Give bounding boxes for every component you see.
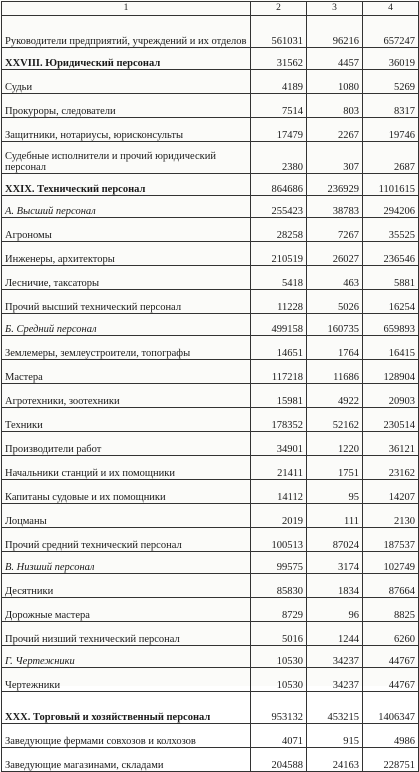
value-col-4: 8317 — [363, 94, 419, 118]
value-col-4: 2687 — [363, 142, 419, 174]
row-label: Прокуроры, следователи — [2, 94, 251, 118]
table-row — [2, 384, 419, 408]
column-header-1: 1 — [2, 2, 251, 16]
row-label: Мастера — [2, 360, 251, 384]
table-body — [2, 16, 419, 772]
value-col-2: 7514 — [251, 94, 307, 118]
column-header-4: 4 — [363, 2, 419, 16]
row-label: Судебные исполнители и прочий юридический персонал — [2, 142, 251, 174]
value-col-3: 803 — [307, 94, 363, 118]
value-col-4: 44767 — [363, 646, 419, 668]
value-col-2: 5418 — [251, 266, 307, 290]
value-col-2: 17479 — [251, 118, 307, 142]
value-col-2: 561031 — [251, 16, 307, 48]
value-col-4: 657247 — [363, 16, 419, 48]
value-col-4: 5269 — [363, 70, 419, 94]
row-label: Лесничие, таксаторы — [2, 266, 251, 290]
value-col-4: 294206 — [363, 196, 419, 218]
value-col-3: 1244 — [307, 622, 363, 646]
value-col-3: 24163 — [307, 748, 363, 772]
row-label: Агрономы — [2, 218, 251, 242]
row-label: Защитники, нотариусы, юрисконсульты — [2, 118, 251, 142]
value-col-4: 16415 — [363, 336, 419, 360]
table-row — [2, 692, 419, 724]
table-row — [2, 480, 419, 504]
value-col-2: 14112 — [251, 480, 307, 504]
table-row — [2, 528, 419, 552]
table-row — [2, 646, 419, 668]
value-col-3: 52162 — [307, 408, 363, 432]
table-row — [2, 48, 419, 70]
value-col-4: 659893 — [363, 314, 419, 336]
row-label: Чертежники — [2, 668, 251, 692]
table-row — [2, 118, 419, 142]
row-label: Прочий низший технический персонал — [2, 622, 251, 646]
value-col-2: 864686 — [251, 174, 307, 196]
value-col-2: 8729 — [251, 598, 307, 622]
table-row — [2, 668, 419, 692]
value-col-2: 99575 — [251, 552, 307, 574]
row-label: XXIX. Технический персонал — [2, 174, 251, 196]
value-col-3: 4457 — [307, 48, 363, 70]
value-col-2: 210519 — [251, 242, 307, 266]
table-row — [2, 218, 419, 242]
value-col-2: 28258 — [251, 218, 307, 242]
value-col-4: 44767 — [363, 668, 419, 692]
value-col-4: 23162 — [363, 456, 419, 480]
value-col-4: 19746 — [363, 118, 419, 142]
table-row — [2, 94, 419, 118]
value-col-2: 34901 — [251, 432, 307, 456]
value-col-2: 5016 — [251, 622, 307, 646]
value-col-3: 2267 — [307, 118, 363, 142]
table-row — [2, 748, 419, 772]
value-col-2: 953132 — [251, 692, 307, 724]
table-row — [2, 622, 419, 646]
table-row — [2, 242, 419, 266]
value-col-3: 111 — [307, 504, 363, 528]
value-col-4: 102749 — [363, 552, 419, 574]
value-col-3: 87024 — [307, 528, 363, 552]
value-col-2: 2019 — [251, 504, 307, 528]
column-header-3: 3 — [307, 2, 363, 16]
header-row — [2, 2, 419, 16]
row-label: Судьи — [2, 70, 251, 94]
table-row — [2, 196, 419, 218]
row-label: Техники — [2, 408, 251, 432]
value-col-4: 6260 — [363, 622, 419, 646]
statistics-table — [1, 1, 419, 772]
value-col-2: 178352 — [251, 408, 307, 432]
value-col-4: 1406347 — [363, 692, 419, 724]
value-col-2: 15981 — [251, 384, 307, 408]
value-col-4: 128904 — [363, 360, 419, 384]
value-col-2: 4071 — [251, 724, 307, 748]
row-label: Агротехники, зоотехники — [2, 384, 251, 408]
value-col-2: 255423 — [251, 196, 307, 218]
table-row — [2, 290, 419, 314]
row-label: А. Высший персонал — [2, 196, 251, 218]
row-label: Руководители предприятий, учреждений и их отделов — [2, 16, 251, 48]
row-label: Капитаны судовые и их помощники — [2, 480, 251, 504]
value-col-4: 2130 — [363, 504, 419, 528]
value-col-3: 38783 — [307, 196, 363, 218]
value-col-3: 160735 — [307, 314, 363, 336]
value-col-3: 1764 — [307, 336, 363, 360]
value-col-4: 1101615 — [363, 174, 419, 196]
value-col-2: 11228 — [251, 290, 307, 314]
value-col-4: 228751 — [363, 748, 419, 772]
value-col-3: 34237 — [307, 668, 363, 692]
value-col-2: 499158 — [251, 314, 307, 336]
value-col-3: 1751 — [307, 456, 363, 480]
table-row — [2, 408, 419, 432]
value-col-3: 34237 — [307, 646, 363, 668]
table-row — [2, 70, 419, 94]
value-col-2: 21411 — [251, 456, 307, 480]
table-row — [2, 16, 419, 48]
value-col-4: 187537 — [363, 528, 419, 552]
value-col-3: 1080 — [307, 70, 363, 94]
value-col-4: 14207 — [363, 480, 419, 504]
table-row — [2, 314, 419, 336]
value-col-2: 204588 — [251, 748, 307, 772]
row-label: Инженеры, архитекторы — [2, 242, 251, 266]
value-col-3: 26027 — [307, 242, 363, 266]
value-col-2: 14651 — [251, 336, 307, 360]
table-row — [2, 432, 419, 456]
value-col-4: 230514 — [363, 408, 419, 432]
row-label: Заведующие магазинами, складами — [2, 748, 251, 772]
value-col-3: 11686 — [307, 360, 363, 384]
row-label: Начальники станций и их помощники — [2, 456, 251, 480]
row-label: Заведующие фермами совхозов и колхозов — [2, 724, 251, 748]
value-col-2: 31562 — [251, 48, 307, 70]
value-col-3: 453215 — [307, 692, 363, 724]
value-col-3: 236929 — [307, 174, 363, 196]
value-col-4: 36121 — [363, 432, 419, 456]
value-col-2: 4189 — [251, 70, 307, 94]
value-col-3: 7267 — [307, 218, 363, 242]
row-label: Лоцманы — [2, 504, 251, 528]
value-col-2: 100513 — [251, 528, 307, 552]
value-col-3: 3174 — [307, 552, 363, 574]
value-col-2: 117218 — [251, 360, 307, 384]
row-label: XXX. Торговый и хозяйственный персонал — [2, 692, 251, 724]
table-row — [2, 360, 419, 384]
value-col-2: 10530 — [251, 668, 307, 692]
value-col-3: 96 — [307, 598, 363, 622]
table-row — [2, 266, 419, 290]
row-label: Землемеры, землеустроители, топографы — [2, 336, 251, 360]
table-header — [2, 2, 419, 16]
table-row — [2, 598, 419, 622]
row-label: Прочий средний технический персонал — [2, 528, 251, 552]
row-label: XXVIII. Юридический персонал — [2, 48, 251, 70]
value-col-3: 1220 — [307, 432, 363, 456]
table-row — [2, 552, 419, 574]
table-row — [2, 336, 419, 360]
table-row — [2, 574, 419, 598]
value-col-2: 10530 — [251, 646, 307, 668]
value-col-4: 8825 — [363, 598, 419, 622]
value-col-4: 20903 — [363, 384, 419, 408]
table-row — [2, 142, 419, 174]
value-col-4: 5881 — [363, 266, 419, 290]
value-col-4: 36019 — [363, 48, 419, 70]
value-col-3: 96216 — [307, 16, 363, 48]
row-label: В. Низший персонал — [2, 552, 251, 574]
row-label: Прочий высший технический персонал — [2, 290, 251, 314]
row-label: Производители работ — [2, 432, 251, 456]
value-col-2: 2380 — [251, 142, 307, 174]
value-col-3: 95 — [307, 480, 363, 504]
value-col-4: 35525 — [363, 218, 419, 242]
row-label: Десятники — [2, 574, 251, 598]
value-col-3: 1834 — [307, 574, 363, 598]
table-row — [2, 456, 419, 480]
value-col-3: 463 — [307, 266, 363, 290]
value-col-4: 87664 — [363, 574, 419, 598]
value-col-2: 85830 — [251, 574, 307, 598]
value-col-3: 4922 — [307, 384, 363, 408]
value-col-3: 5026 — [307, 290, 363, 314]
table-row — [2, 174, 419, 196]
table-row — [2, 724, 419, 748]
value-col-4: 236546 — [363, 242, 419, 266]
table-row — [2, 504, 419, 528]
row-label: Б. Средний персонал — [2, 314, 251, 336]
column-header-2: 2 — [251, 2, 307, 16]
value-col-4: 4986 — [363, 724, 419, 748]
value-col-3: 307 — [307, 142, 363, 174]
row-label: Дорожные мастера — [2, 598, 251, 622]
row-label: Г. Чертежники — [2, 646, 251, 668]
value-col-3: 915 — [307, 724, 363, 748]
value-col-4: 16254 — [363, 290, 419, 314]
